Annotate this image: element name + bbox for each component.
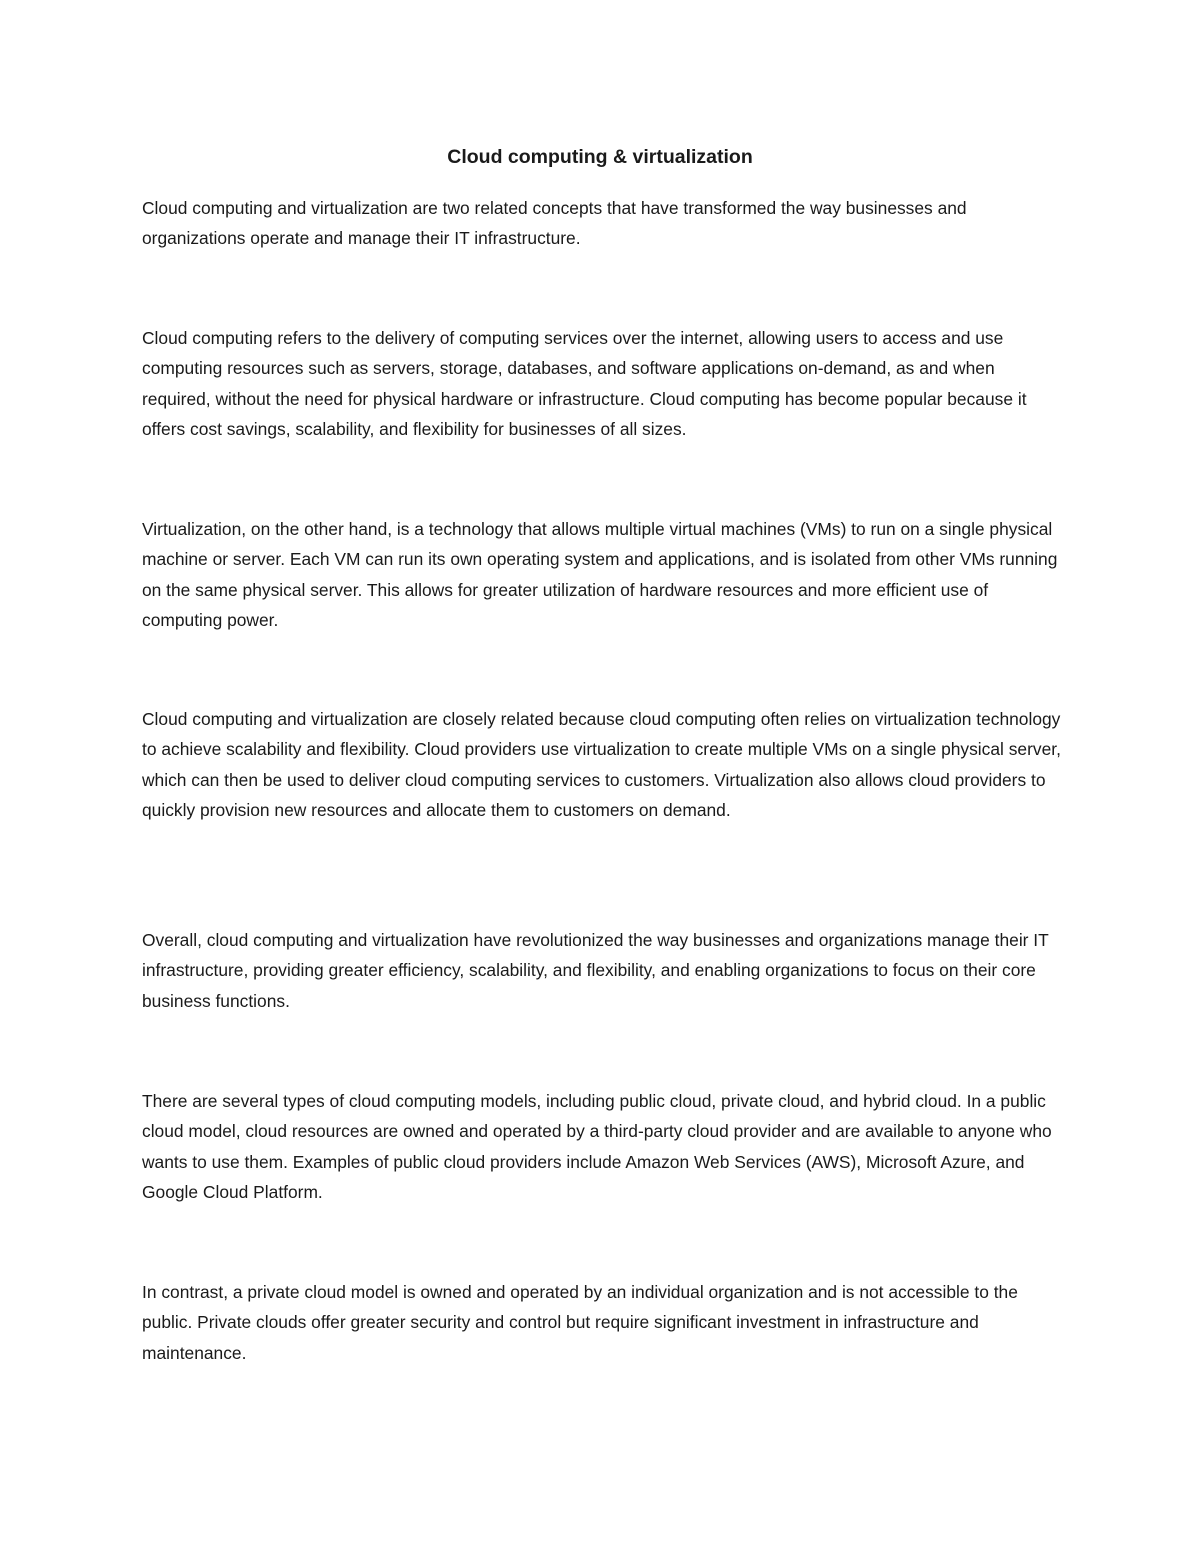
paragraph-intro: Cloud computing and virtualization are two related concepts that have transformed the way businesses and organizations operate and manage their IT infrastructure.: [142, 198, 967, 249]
paragraph-relationship: Cloud computing and virtualization are closely related because cloud computing often relies on virtualization technology to achieve scalability and flexibility. Cloud providers use virtualization to create multiple VMs on a single physical server, which can then be used to deliver cloud computing services to customers. Virtualization also allows cloud providers to quickly provision new resources and allocate them to customers on demand.: [142, 709, 1061, 821]
document-title: Cloud computing & virtualization: [447, 146, 753, 168]
paragraph-cloud-models: There are several types of cloud computing models, including public cloud, private cloud, and hybrid cloud. In a public cloud model, cloud resources are owned and operated by a third-party cloud provider and are available to anyone who wants to use them. Examples of public cloud providers include Amazon Web Services (AWS), Microsoft Azure, and Google Cloud Platform.: [142, 1091, 1052, 1203]
paragraph-private-cloud: In contrast, a private cloud model is owned and operated by an individual organization and is not accessible to the public. Private clouds offer greater security and control but require significant investment in infrastructure and maintenance.: [142, 1282, 1018, 1363]
paragraph-overall: Overall, cloud computing and virtualization have revolutionized the way businesses and organizations manage their IT infrastructure, providing greater efficiency, scalability, and flexibility, and enabling organizations to focus on their core business functions.: [142, 930, 1049, 1011]
paragraph-virtualization: Virtualization, on the other hand, is a technology that allows multiple virtual machines (VMs) to run on a single physical machine or server. Each VM can run its own operating system and applications, and is isolated from other VMs running on the same physical server. This allows for greater utilization of hardware resources and more efficient use of computing power.: [142, 519, 1058, 631]
paragraph-cloud-computing: Cloud computing refers to the delivery of computing services over the internet, allowing users to access and use computing resources such as servers, storage, databases, and software applications on-demand, as and when required, without the need for physical hardware or infrastructure. Cloud computing has become popular because it offers cost savings, scalability, and flexibility for businesses of all sizes.: [142, 328, 1027, 440]
